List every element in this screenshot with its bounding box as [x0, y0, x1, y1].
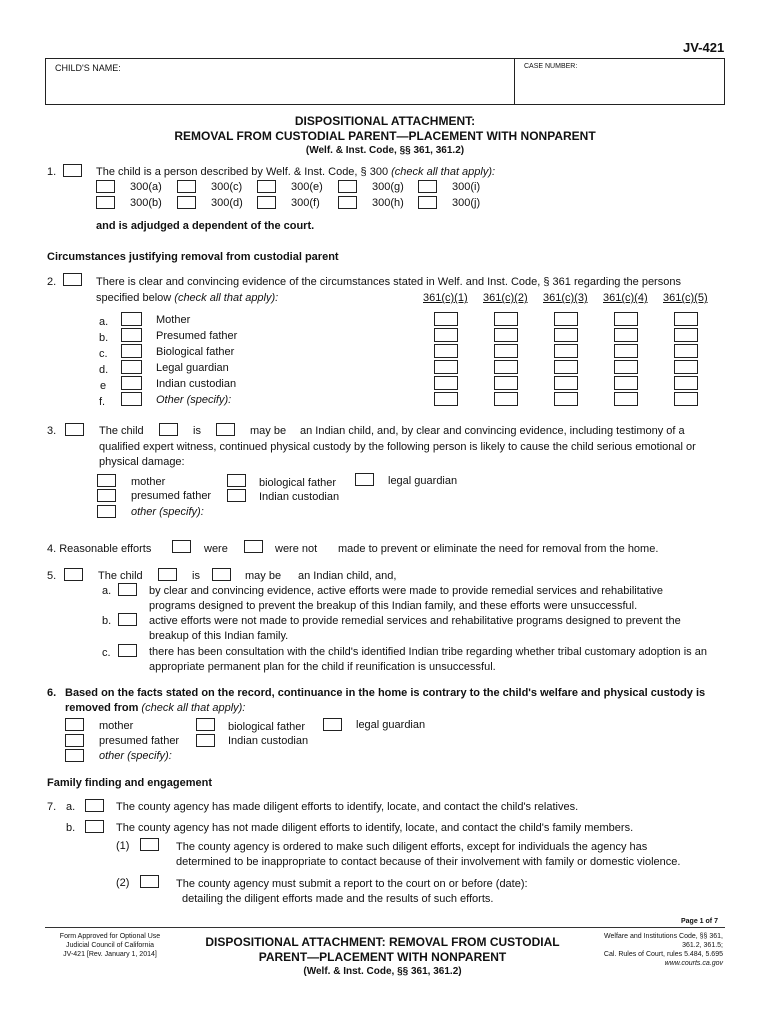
- item1-option-300g: 300(g): [372, 181, 404, 193]
- item2-cell-checkbox[interactable]: [674, 376, 698, 390]
- item1-hint: (check all that apply):: [391, 166, 496, 178]
- page-title-2: REMOVAL FROM CUSTODIAL PARENT—PLACEMENT WITH NONPARENT: [174, 129, 596, 143]
- item3-indian-custodian: Indian custodian: [259, 491, 340, 503]
- item6-biological-father-checkbox[interactable]: [196, 718, 215, 731]
- item2-row-letter: b.: [99, 332, 109, 344]
- item6-indian-custodian-checkbox[interactable]: [196, 734, 215, 747]
- item7-b2-line1: The county agency must submit a report to the court on or before (date):: [176, 878, 528, 890]
- item2-cell-checkbox[interactable]: [494, 312, 518, 326]
- item1-option-300h-checkbox[interactable]: [338, 196, 357, 209]
- item2-cell-checkbox[interactable]: [554, 392, 578, 406]
- item5-is: is: [192, 570, 200, 582]
- item7-b2-number: (2): [116, 877, 130, 889]
- item1-option-300h: 300(h): [372, 197, 404, 209]
- case-number-label: CASE NUMBER:: [524, 63, 578, 70]
- item2-row-label: Biological father: [156, 346, 235, 358]
- item2-row-checkbox[interactable]: [121, 312, 142, 326]
- case-number-field[interactable]: [517, 76, 722, 102]
- item2-cell-checkbox[interactable]: [674, 344, 698, 358]
- item2-row-checkbox[interactable]: [121, 376, 142, 390]
- item2-row-checkbox[interactable]: [121, 328, 142, 342]
- item7-b1-line1: The county agency is ordered to make such diligent efforts, except for individuals the agency has: [176, 841, 648, 853]
- item2-cell-checkbox[interactable]: [614, 344, 638, 358]
- item6-text2-main: removed from: [65, 702, 139, 714]
- item2-row-label: Mother: [156, 314, 191, 326]
- item2-cell-checkbox[interactable]: [614, 376, 638, 390]
- item2-cell-checkbox[interactable]: [674, 360, 698, 374]
- item1-adjudged: and is adjudged a dependent of the court.: [96, 220, 315, 232]
- item1-text-main: The child is a person described by Welf. & Inst. Code, § 300: [96, 166, 389, 178]
- item5-number: 5.: [47, 570, 57, 582]
- item3-presumed-father-checkbox[interactable]: [97, 489, 116, 502]
- childs-name-field[interactable]: [47, 80, 507, 102]
- item2-cell-checkbox[interactable]: [554, 328, 578, 342]
- item2-cell-checkbox[interactable]: [434, 344, 458, 358]
- item2-text2-main: specified below: [96, 292, 172, 304]
- item2-col-header-1: 361(c)(1): [423, 292, 468, 304]
- item1-checkbox[interactable]: [63, 164, 82, 177]
- item7-b1-line2: determined to be inappropriate to contact because of their involvement with family or domestic violence.: [176, 856, 681, 868]
- item2-row-letter: e: [100, 380, 107, 392]
- item5-a1: by clear and convincing evidence, active efforts were made to provide remedial services and rehabilitative: [149, 585, 664, 597]
- item3-mother-checkbox[interactable]: [97, 474, 116, 487]
- item5-checkbox[interactable]: [64, 568, 83, 581]
- item7-a-checkbox[interactable]: [85, 799, 104, 812]
- item2-cell-checkbox[interactable]: [554, 376, 578, 390]
- item5-b2: breakup of this Indian family.: [149, 630, 289, 642]
- item2-text2: [96, 292, 278, 304]
- item4-were-not-checkbox[interactable]: [244, 540, 263, 553]
- item2-cell-checkbox[interactable]: [614, 392, 638, 406]
- item2-cell-checkbox[interactable]: [434, 328, 458, 342]
- page-title-3: (Welf. & Inst. Code, §§ 361, 361.2): [305, 145, 465, 156]
- item2-col-header-3: 361(c)(3): [543, 292, 588, 304]
- form-id: JV-421: [683, 40, 725, 55]
- item2-cell-checkbox[interactable]: [674, 392, 698, 406]
- item6-mother-checkbox[interactable]: [65, 718, 84, 731]
- footer-title-2: PARENT—PLACEMENT WITH NONPARENT: [258, 950, 507, 964]
- item7-b2-date-field[interactable]: [540, 876, 720, 890]
- item2-cell-checkbox[interactable]: [554, 312, 578, 326]
- item1-option-300f-checkbox[interactable]: [257, 196, 276, 209]
- item1-option-300d: 300(d): [211, 197, 243, 209]
- item7-number: 7.: [47, 801, 57, 813]
- item5-the-child: The child: [98, 570, 143, 582]
- item2-row-letter: d.: [99, 364, 109, 376]
- item3-checkbox[interactable]: [65, 423, 84, 436]
- item3-legal-guardian-checkbox[interactable]: [355, 473, 374, 486]
- item2-cell-checkbox[interactable]: [434, 376, 458, 390]
- item4-were-not: were not: [275, 543, 318, 555]
- item5-b-letter: b.: [102, 615, 112, 627]
- item6-indian-custodian: Indian custodian: [228, 735, 309, 747]
- item1-option-300b-checkbox[interactable]: [96, 196, 115, 209]
- item5-b-checkbox[interactable]: [118, 613, 137, 626]
- item5-text: an Indian child, and,: [298, 570, 397, 582]
- item5-is-checkbox[interactable]: [158, 568, 177, 581]
- childs-name-label: CHILD'S NAME:: [55, 63, 121, 73]
- item6-text1: Based on the facts stated on the record, continuance in the home is contrary to the child's welfare and physical custody is: [65, 687, 706, 699]
- item3-text2: qualified expert witness, continued physical custody by the following person is likely to cause the child serious emotional or: [99, 441, 696, 453]
- item7-a-letter: a.: [66, 801, 76, 813]
- item6-other-checkbox[interactable]: [65, 749, 84, 762]
- item2-row-checkbox[interactable]: [121, 392, 142, 406]
- item6-mother: mother: [99, 720, 134, 732]
- footer-title-1: DISPOSITIONAL ATTACHMENT: REMOVAL FROM CUSTODIAL: [205, 935, 560, 949]
- item3-text1: an Indian child, and, by clear and convincing evidence, including testimony of a: [300, 425, 685, 437]
- item2-cell-checkbox[interactable]: [434, 360, 458, 374]
- item2-cell-checkbox[interactable]: [494, 328, 518, 342]
- item2-cell-checkbox[interactable]: [554, 344, 578, 358]
- item1-option-300i-checkbox[interactable]: [418, 180, 437, 193]
- item6-legal-guardian: legal guardian: [356, 719, 426, 731]
- item2-cell-checkbox[interactable]: [434, 312, 458, 326]
- item2-row-letter: a.: [99, 316, 109, 328]
- item5-c-letter: c.: [102, 647, 111, 659]
- item7-b1-checkbox[interactable]: [140, 838, 159, 851]
- item1-option-300e-checkbox[interactable]: [257, 180, 276, 193]
- item4-were-checkbox[interactable]: [172, 540, 191, 553]
- item2-col-header-5: 361(c)(5): [663, 292, 708, 304]
- item3-biological-father: biological father: [259, 477, 337, 489]
- item1-option-300a: 300(a): [130, 181, 162, 193]
- item1-option-300j: 300(j): [452, 197, 481, 209]
- item1-option-300d-checkbox[interactable]: [177, 196, 196, 209]
- item7-b1-number: (1): [116, 840, 130, 852]
- item6-biological-father: biological father: [228, 721, 306, 733]
- item2-row-checkbox[interactable]: [121, 344, 142, 358]
- item3-presumed-father: presumed father: [131, 490, 212, 502]
- item7-b2-checkbox[interactable]: [140, 875, 159, 888]
- item1-option-300a-checkbox[interactable]: [96, 180, 115, 193]
- item2-row-letter: f.: [99, 396, 106, 408]
- footer-left-2: Judicial Council of California: [66, 942, 154, 949]
- item3-text3: physical damage:: [99, 456, 185, 468]
- item3-may-be: may be: [250, 425, 287, 437]
- item2-cell-checkbox[interactable]: [614, 328, 638, 342]
- item2-row-label: Legal guardian: [156, 362, 229, 374]
- item5-c2: appropriate permanent plan for the child if reunification is unsuccessful.: [149, 661, 496, 673]
- item1-option-300e: 300(e): [291, 181, 323, 193]
- footer-right-2: 361.2, 361.5;: [682, 942, 723, 949]
- item2-cell-checkbox[interactable]: [494, 344, 518, 358]
- footer-right-4[interactable]: www.courts.ca.gov: [664, 960, 723, 967]
- item2-row-label: Indian custodian: [156, 378, 237, 390]
- item2-cell-checkbox[interactable]: [674, 312, 698, 326]
- footer-right-3: Cal. Rules of Court, rules 5.484, 5.695: [603, 951, 723, 958]
- item2-cell-checkbox[interactable]: [494, 376, 518, 390]
- item2-hint: (check all that apply):: [174, 292, 279, 304]
- item6-number: 6.: [47, 687, 57, 699]
- item5-a-checkbox[interactable]: [118, 583, 137, 596]
- family-finding-heading: Family finding and engagement: [47, 777, 213, 789]
- item6-text2: [65, 702, 245, 714]
- footer-right-1: Welfare and Institutions Code, §§ 361,: [604, 933, 723, 940]
- item2-col-header-4: 361(c)(4): [603, 292, 648, 304]
- item3-indian-custodian-checkbox[interactable]: [227, 489, 246, 502]
- footer-left-1: Form Approved for Optional Use: [59, 933, 161, 940]
- item1-option-300c-checkbox[interactable]: [177, 180, 196, 193]
- item6-presumed-father: presumed father: [99, 735, 180, 747]
- item2-cell-checkbox[interactable]: [434, 392, 458, 406]
- page-number: Page 1 of 7: [681, 918, 718, 925]
- caption-divider: [514, 58, 515, 105]
- page-title-1: DISPOSITIONAL ATTACHMENT:: [294, 114, 476, 128]
- item5-a2: programs designed to prevent the breakup of this Indian family, and these efforts were unsuccessful.: [149, 600, 638, 612]
- item5-may-be-checkbox[interactable]: [212, 568, 231, 581]
- item3-is: is: [193, 425, 201, 437]
- item2-cell-checkbox[interactable]: [554, 360, 578, 374]
- item7-b-letter: b.: [66, 822, 76, 834]
- item1-option-300g-checkbox[interactable]: [338, 180, 357, 193]
- footer-left-3: JV-421 [Rev. January 1, 2014]: [63, 951, 157, 958]
- item5-c-checkbox[interactable]: [118, 644, 137, 657]
- item6-hint: (check all that apply):: [141, 702, 246, 714]
- item4-were: were: [204, 543, 228, 555]
- item1-option-300j-checkbox[interactable]: [418, 196, 437, 209]
- item3-the-child: The child: [99, 425, 144, 437]
- item2-col-header-2: 361(c)(2): [483, 292, 528, 304]
- item1-option-300f: 300(f): [291, 197, 320, 209]
- item2-row-letter: c.: [99, 348, 108, 360]
- footer-rule: [45, 927, 725, 928]
- item3-is-checkbox[interactable]: [159, 423, 178, 436]
- item7-a: The county agency has made diligent efforts to identify, locate, and contact the child's relatives.: [116, 801, 579, 813]
- item1-option-300b: 300(b): [130, 197, 162, 209]
- item3-other: other (specify):: [131, 506, 204, 518]
- item2-cell-checkbox[interactable]: [494, 392, 518, 406]
- item3-mother: mother: [131, 476, 166, 488]
- item3-number: 3.: [47, 425, 57, 437]
- circumstances-heading: Circumstances justifying removal from custodial parent: [47, 251, 339, 263]
- item1-option-300i: 300(i): [452, 181, 481, 193]
- item6-presumed-father-checkbox[interactable]: [65, 734, 84, 747]
- item2-number: 2.: [47, 276, 57, 288]
- item4-text: made to prevent or eliminate the need for removal from the home.: [338, 543, 659, 555]
- item5-b1: active efforts were not made to provide remedial services and rehabilitative programs designed to prevent the: [149, 615, 681, 627]
- item3-may-be-checkbox[interactable]: [216, 423, 235, 436]
- item2-cell-checkbox[interactable]: [494, 360, 518, 374]
- item1-option-300c: 300(c): [211, 181, 243, 193]
- item2-cell-checkbox[interactable]: [674, 328, 698, 342]
- item3-other-checkbox[interactable]: [97, 505, 116, 518]
- footer-title-3: (Welf. & Inst. Code, §§ 361, 361.2): [303, 966, 462, 977]
- item3-biological-father-checkbox[interactable]: [227, 474, 246, 487]
- item2-cell-checkbox[interactable]: [614, 360, 638, 374]
- item2-row-label: Other (specify):: [156, 394, 232, 406]
- item2-cell-checkbox[interactable]: [614, 312, 638, 326]
- item2-text1: There is clear and convincing evidence of the circumstances stated in Welf. and Inst. Code, § 361 regarding the persons: [96, 276, 681, 288]
- item7-b2-line2: detailing the diligent efforts made and the results of such efforts.: [182, 893, 494, 905]
- item3-legal-guardian: legal guardian: [388, 475, 458, 487]
- item7-b: The county agency has not made diligent efforts to identify, locate, and contact the child's family members.: [116, 822, 634, 834]
- item5-a-letter: a.: [102, 585, 112, 597]
- item1-text: [96, 166, 495, 178]
- item4-label: 4. Reasonable efforts: [47, 543, 152, 555]
- item7-b-checkbox[interactable]: [85, 820, 104, 833]
- item5-c1: there has been consultation with the child's identified Indian tribe regarding whether tribal customary adoption is an: [149, 646, 707, 658]
- item6-legal-guardian-checkbox[interactable]: [323, 718, 342, 731]
- item6-other: other (specify):: [99, 750, 172, 762]
- item5-may-be: may be: [245, 570, 282, 582]
- item1-number: 1.: [47, 166, 57, 178]
- item2-checkbox[interactable]: [63, 273, 82, 286]
- item2-row-checkbox[interactable]: [121, 360, 142, 374]
- item2-row-label: Presumed father: [156, 330, 238, 342]
